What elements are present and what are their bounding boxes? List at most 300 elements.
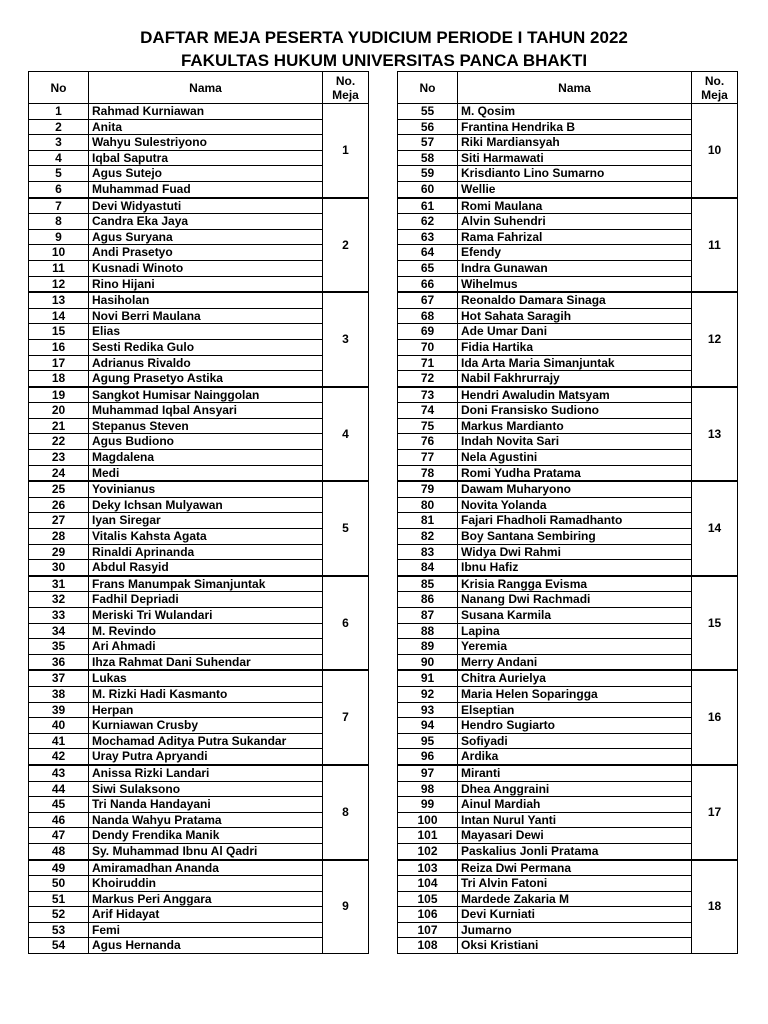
row-number: 66 [398, 276, 458, 292]
participant-name: Anita [89, 119, 323, 135]
table-row [29, 150, 369, 166]
row-number: 34 [29, 623, 89, 639]
row-number: 28 [29, 529, 89, 545]
row-number: 19 [29, 387, 89, 403]
table-row [29, 843, 369, 859]
row-number: 72 [398, 371, 458, 387]
row-number: 13 [29, 292, 89, 308]
participant-name: Arif Hidayat [89, 907, 323, 923]
participant-name: Nela Agustini [458, 450, 692, 466]
participant-name: Alvin Suhendri [458, 214, 692, 230]
table-row [398, 371, 738, 387]
row-number: 39 [29, 702, 89, 718]
row-number: 5 [29, 166, 89, 182]
row-number: 54 [29, 938, 89, 954]
table-number: 8 [323, 765, 369, 860]
row-number: 86 [398, 592, 458, 608]
participant-name: Sy. Muhammad Ibnu Al Qadri [89, 843, 323, 859]
participant-name: Stepanus Steven [89, 418, 323, 434]
table-number: 14 [692, 481, 738, 576]
table-row [29, 749, 369, 765]
participant-name: Wellie [458, 181, 692, 197]
table-row [29, 434, 369, 450]
row-number: 21 [29, 418, 89, 434]
row-number: 10 [29, 245, 89, 261]
participant-name: Abdul Rasyid [89, 560, 323, 576]
participant-name: Mochamad Aditya Putra Sukandar [89, 733, 323, 749]
table-number: 2 [323, 198, 369, 293]
row-number: 32 [29, 592, 89, 608]
table-row [29, 654, 369, 670]
table-row [398, 686, 738, 702]
row-number: 70 [398, 339, 458, 355]
table-row [398, 828, 738, 844]
table-row [398, 260, 738, 276]
participant-name: Ardika [458, 749, 692, 765]
table-row [29, 371, 369, 387]
table-row [29, 387, 369, 403]
participant-name: Nanang Dwi Rachmadi [458, 592, 692, 608]
left-table-header [29, 72, 369, 104]
header-no: No [398, 72, 458, 104]
table-row [29, 292, 369, 308]
participant-name: Indah Novita Sari [458, 434, 692, 450]
table-row [398, 733, 738, 749]
row-number: 65 [398, 260, 458, 276]
participant-name: Elias [89, 324, 323, 340]
table-number: 12 [692, 292, 738, 387]
participant-name: Fadhil Depriadi [89, 592, 323, 608]
row-number: 3 [29, 135, 89, 151]
participant-name: Paskalius Jonli Pratama [458, 843, 692, 859]
row-number: 106 [398, 907, 458, 923]
row-number: 108 [398, 938, 458, 954]
participant-name: Agus Sutejo [89, 166, 323, 182]
row-number: 90 [398, 654, 458, 670]
row-number: 44 [29, 781, 89, 797]
participant-name: Mardede Zakaria M [458, 891, 692, 907]
participant-name: Magdalena [89, 450, 323, 466]
participant-name: Indra Gunawan [458, 260, 692, 276]
participant-name: Yovinianus [89, 481, 323, 497]
table-row [398, 576, 738, 592]
participant-name: Susana Karmila [458, 608, 692, 624]
left-table-body [29, 104, 369, 954]
participant-name: Merry Andani [458, 654, 692, 670]
row-number: 77 [398, 450, 458, 466]
participant-name: Ade Umar Dani [458, 324, 692, 340]
header-meja [323, 72, 369, 104]
table-row [29, 765, 369, 781]
table-number: 7 [323, 670, 369, 765]
table-row [29, 876, 369, 892]
table-row [398, 765, 738, 781]
table-row [398, 654, 738, 670]
participant-name: Iqbal Saputra [89, 150, 323, 166]
participant-name: Agus Hernanda [89, 938, 323, 954]
table-row [398, 276, 738, 292]
table-row [29, 592, 369, 608]
participant-name: Agung Prasetyo Astika [89, 371, 323, 387]
participant-name: Nanda Wahyu Pratama [89, 812, 323, 828]
participant-name: Maria Helen Soparingga [458, 686, 692, 702]
row-number: 9 [29, 229, 89, 245]
row-number: 92 [398, 686, 458, 702]
table-row [398, 418, 738, 434]
participant-name: Krisia Rangga Evisma [458, 576, 692, 592]
participant-name: Amiramadhan Ananda [89, 860, 323, 876]
participant-name: M. Qosim [458, 104, 692, 120]
table-number: 11 [692, 198, 738, 293]
table-row [398, 702, 738, 718]
participant-name: Lukas [89, 670, 323, 686]
participant-name: Uray Putra Apryandi [89, 749, 323, 765]
table-row [29, 198, 369, 214]
row-number: 2 [29, 119, 89, 135]
participant-name: Candra Eka Jaya [89, 214, 323, 230]
row-number: 48 [29, 843, 89, 859]
participant-name: Siwi Sulaksono [89, 781, 323, 797]
table-row [398, 560, 738, 576]
participant-name: Muhammad Iqbal Ansyari [89, 403, 323, 419]
row-number: 69 [398, 324, 458, 340]
participant-name: Efendy [458, 245, 692, 261]
participant-name: Kurniawan Crusby [89, 718, 323, 734]
table-row [29, 529, 369, 545]
row-number: 91 [398, 670, 458, 686]
table-row [29, 260, 369, 276]
row-number: 41 [29, 733, 89, 749]
row-number: 60 [398, 181, 458, 197]
row-number: 101 [398, 828, 458, 844]
table-row [29, 733, 369, 749]
participant-name: Dendy Frendika Manik [89, 828, 323, 844]
row-number: 15 [29, 324, 89, 340]
table-row [29, 513, 369, 529]
table-row [398, 324, 738, 340]
page-subtitle: FAKULTAS HUKUM UNIVERSITAS PANCA BHAKTI [180, 51, 588, 70]
row-number: 78 [398, 465, 458, 481]
row-number: 18 [29, 371, 89, 387]
row-number: 87 [398, 608, 458, 624]
participant-name: Doni Fransisko Sudiono [458, 403, 692, 419]
participant-name: Wihelmus [458, 276, 692, 292]
table-row [398, 214, 738, 230]
table-row [398, 718, 738, 734]
table-row [29, 481, 369, 497]
table-number: 15 [692, 576, 738, 671]
table-row [29, 324, 369, 340]
participant-name: Agus Suryana [89, 229, 323, 245]
row-number: 29 [29, 544, 89, 560]
table-row [29, 891, 369, 907]
table-row [29, 860, 369, 876]
table-row [398, 403, 738, 419]
table-row [29, 797, 369, 813]
participant-name: Frans Manumpak Simanjuntak [89, 576, 323, 592]
participant-name: Rino Hijani [89, 276, 323, 292]
table-row [398, 181, 738, 197]
header-meja-line1: No. [704, 73, 725, 88]
row-number: 50 [29, 876, 89, 892]
participant-name: Kusnadi Winoto [89, 260, 323, 276]
table-row [29, 608, 369, 624]
participant-name: Anissa Rizki Landari [89, 765, 323, 781]
participant-name: Hendri Awaludin Matsyam [458, 387, 692, 403]
table-number: 17 [692, 765, 738, 860]
table-row [29, 339, 369, 355]
table-row [398, 450, 738, 466]
participant-name: Hendro Sugiarto [458, 718, 692, 734]
right-table-header [398, 72, 738, 104]
table-row [398, 339, 738, 355]
participant-name: Ari Ahmadi [89, 639, 323, 655]
participant-name: Krisdianto Lino Sumarno [458, 166, 692, 182]
row-number: 20 [29, 403, 89, 419]
participant-name: Elseptian [458, 702, 692, 718]
table-row [29, 135, 369, 151]
table-row [398, 843, 738, 859]
participant-name: Ainul Mardiah [458, 797, 692, 813]
participant-name: Fajari Fhadholi Ramadhanto [458, 513, 692, 529]
participant-name: Markus Mardianto [458, 418, 692, 434]
row-number: 25 [29, 481, 89, 497]
table-row [398, 797, 738, 813]
header-meja-line2: Meja [701, 87, 728, 102]
row-number: 14 [29, 308, 89, 324]
row-number: 74 [398, 403, 458, 419]
participant-name: Muhammad Fuad [89, 181, 323, 197]
participant-name: Yeremia [458, 639, 692, 655]
row-number: 6 [29, 181, 89, 197]
table-row [29, 497, 369, 513]
header-nama: Nama [89, 72, 323, 104]
participant-name: Siti Harmawati [458, 150, 692, 166]
table-row [398, 434, 738, 450]
table-row [29, 938, 369, 954]
table-row [398, 245, 738, 261]
row-number: 80 [398, 497, 458, 513]
row-number: 95 [398, 733, 458, 749]
row-number: 67 [398, 292, 458, 308]
table-row [29, 781, 369, 797]
table-row [398, 119, 738, 135]
participant-name: Reonaldo Damara Sinaga [458, 292, 692, 308]
row-number: 103 [398, 860, 458, 876]
header-meja [692, 72, 738, 104]
participant-name: Mayasari Dewi [458, 828, 692, 844]
row-number: 100 [398, 812, 458, 828]
participant-name: Rahmad Kurniawan [89, 104, 323, 120]
table-row [398, 922, 738, 938]
table-row [29, 355, 369, 371]
table-row [398, 544, 738, 560]
row-number: 62 [398, 214, 458, 230]
table-number: 9 [323, 860, 369, 954]
participant-name: Devi Kurniati [458, 907, 692, 923]
participant-name: Rama Fahrizal [458, 229, 692, 245]
participant-name: Ida Arta Maria Simanjuntak [458, 355, 692, 371]
row-number: 31 [29, 576, 89, 592]
participant-name: Wahyu Sulestriyono [89, 135, 323, 151]
table-row [29, 308, 369, 324]
participant-name: Meriski Tri Wulandari [89, 608, 323, 624]
participant-name: Hasiholan [89, 292, 323, 308]
row-number: 93 [398, 702, 458, 718]
row-number: 36 [29, 654, 89, 670]
table-row [29, 623, 369, 639]
row-number: 49 [29, 860, 89, 876]
header-meja-line1: No. [335, 73, 356, 88]
participant-name: Andi Prasetyo [89, 245, 323, 261]
participant-name: Hot Sahata Saragih [458, 308, 692, 324]
table-row [398, 150, 738, 166]
row-number: 1 [29, 104, 89, 120]
table-row [398, 497, 738, 513]
table-number: 10 [692, 104, 738, 198]
table-row [29, 639, 369, 655]
table-row [29, 276, 369, 292]
table-row [29, 229, 369, 245]
table-row [29, 686, 369, 702]
left-table-container [28, 71, 369, 954]
row-number: 7 [29, 198, 89, 214]
table-row [29, 181, 369, 197]
row-number: 45 [29, 797, 89, 813]
table-number: 6 [323, 576, 369, 671]
participant-name: Tri Alvin Fatoni [458, 876, 692, 892]
table-row [29, 670, 369, 686]
row-number: 88 [398, 623, 458, 639]
table-row [398, 592, 738, 608]
table-row [398, 529, 738, 545]
row-number: 89 [398, 639, 458, 655]
participant-name: Riki Mardiansyah [458, 135, 692, 151]
participant-name: Fidia Hartika [458, 339, 692, 355]
participant-name: Femi [89, 922, 323, 938]
table-number: 4 [323, 387, 369, 482]
row-number: 105 [398, 891, 458, 907]
row-number: 11 [29, 260, 89, 276]
row-number: 47 [29, 828, 89, 844]
row-number: 4 [29, 150, 89, 166]
participant-name: Adrianus Rivaldo [89, 355, 323, 371]
table-number: 3 [323, 292, 369, 387]
participant-name: Widya Dwi Rahmi [458, 544, 692, 560]
row-number: 76 [398, 434, 458, 450]
table-row [29, 166, 369, 182]
table-row [398, 670, 738, 686]
row-number: 43 [29, 765, 89, 781]
table-row [398, 308, 738, 324]
right-table-container [397, 71, 738, 954]
participant-name: Ibnu Hafiz [458, 560, 692, 576]
row-number: 35 [29, 639, 89, 655]
participant-name: Iyan Siregar [89, 513, 323, 529]
row-number: 84 [398, 560, 458, 576]
participant-name: Herpan [89, 702, 323, 718]
right-table [397, 71, 738, 954]
participant-name: Chitra Aurielya [458, 670, 692, 686]
table-row [29, 214, 369, 230]
row-number: 107 [398, 922, 458, 938]
row-number: 24 [29, 465, 89, 481]
participant-name: Novita Yolanda [458, 497, 692, 513]
row-number: 40 [29, 718, 89, 734]
header-no: No [29, 72, 89, 104]
table-row [398, 749, 738, 765]
table-row [29, 465, 369, 481]
table-row [398, 481, 738, 497]
participant-name: Boy Santana Sembiring [458, 529, 692, 545]
table-row [398, 907, 738, 923]
row-number: 33 [29, 608, 89, 624]
row-number: 55 [398, 104, 458, 120]
participant-name: Vitalis Kahsta Agata [89, 529, 323, 545]
row-number: 26 [29, 497, 89, 513]
table-number: 16 [692, 670, 738, 765]
row-number: 8 [29, 214, 89, 230]
participant-name: Novi Berri Maulana [89, 308, 323, 324]
table-row [398, 229, 738, 245]
table-row [29, 403, 369, 419]
table-row [398, 387, 738, 403]
row-number: 82 [398, 529, 458, 545]
table-row [398, 876, 738, 892]
row-number: 42 [29, 749, 89, 765]
left-table [28, 71, 369, 954]
row-number: 53 [29, 922, 89, 938]
row-number: 51 [29, 891, 89, 907]
participant-name: M. Rizki Hadi Kasmanto [89, 686, 323, 702]
participant-name: Sangkot Humisar Nainggolan [89, 387, 323, 403]
table-row [398, 608, 738, 624]
participant-name: Sofiyadi [458, 733, 692, 749]
row-number: 23 [29, 450, 89, 466]
participant-name: Intan Nurul Yanti [458, 812, 692, 828]
participant-name: Khoiruddin [89, 876, 323, 892]
participant-name: Deky Ichsan Mulyawan [89, 497, 323, 513]
row-number: 71 [398, 355, 458, 371]
table-row [398, 135, 738, 151]
table-number: 18 [692, 860, 738, 954]
row-number: 22 [29, 434, 89, 450]
participant-name: Markus Peri Anggara [89, 891, 323, 907]
participant-name: Frantina Hendrika B [458, 119, 692, 135]
table-number: 13 [692, 387, 738, 482]
participant-name: Rinaldi Aprinanda [89, 544, 323, 560]
row-number: 97 [398, 765, 458, 781]
row-number: 75 [398, 418, 458, 434]
table-row [398, 104, 738, 120]
table-row [398, 292, 738, 308]
table-row [398, 891, 738, 907]
row-number: 102 [398, 843, 458, 859]
row-number: 37 [29, 670, 89, 686]
row-number: 63 [398, 229, 458, 245]
table-row [29, 418, 369, 434]
row-number: 83 [398, 544, 458, 560]
table-row [398, 465, 738, 481]
header-meja-line2: Meja [332, 87, 359, 102]
participant-name: Ihza Rahmat Dani Suhendar [89, 654, 323, 670]
table-row [29, 544, 369, 560]
participant-name: Dhea Anggraini [458, 781, 692, 797]
row-number: 57 [398, 135, 458, 151]
participant-name: Sesti Redika Gulo [89, 339, 323, 355]
header-nama: Nama [458, 72, 692, 104]
participant-name: Dawam Muharyono [458, 481, 692, 497]
